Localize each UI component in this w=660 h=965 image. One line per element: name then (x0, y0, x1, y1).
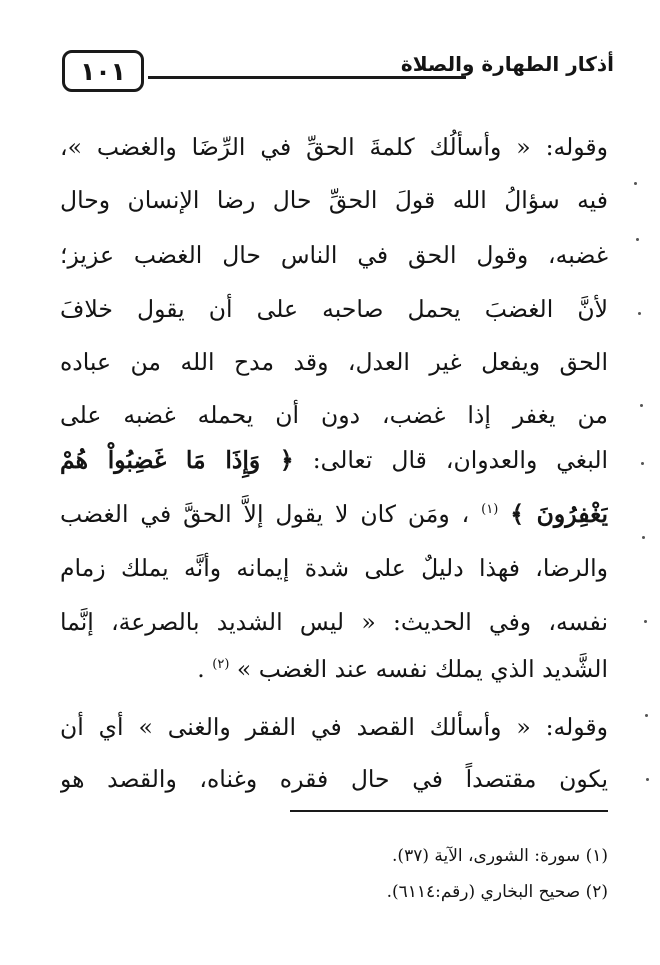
scan-speck (645, 714, 648, 717)
text-line (60, 646, 608, 692)
text-line: نفسه، وفي الحديث: « ليس الشديد بالصرعة، إنَّما (60, 608, 608, 636)
text-line: لأنَّ الغضبَ يحمل صاحبه على أن يقول خلافَ (60, 295, 608, 323)
text-line: وقوله: « وأسألك القصد في الفقر والغنى » أي أن (60, 713, 608, 741)
line-text: البغي والعدوان، قال تعالى: (293, 446, 608, 474)
footnote: (٢) صحيح البخاري (رقم:٦١١٤). (386, 882, 608, 902)
text-line: من يغفر إذا غضب، دون أن يحمله غضبه على (60, 401, 608, 429)
scan-speck (640, 404, 643, 407)
page-number-box (62, 50, 144, 92)
quran-verse: ﴿ وَإِذَا مَا غَضِبُواْ هُمْ (60, 446, 294, 474)
footnote-separator (290, 810, 608, 812)
scan-speck (642, 536, 645, 539)
footnote-ref: (١) (481, 502, 499, 518)
quran-verse: يَغْفِرُونَ ﴾ (510, 500, 608, 528)
text-line: الحق ويفعل غير العدل، وقد مدح الله من عباده (60, 348, 608, 376)
line-end: . (197, 655, 205, 683)
footnote-ref: (٢) (212, 657, 230, 673)
page-number: ١٠١ (80, 56, 126, 86)
text-line: فيه سؤالُ الله قولَ الحقِّ حال رضا الإنسان وحال (60, 186, 608, 214)
header-rule (148, 76, 466, 79)
line-text: ، ومَن كان لا يقول إلاَّ الحقَّ في الغضب (60, 500, 470, 528)
line-text: الشَّديد الذي يملك نفسه عند الغضب » (236, 655, 608, 683)
scan-speck (646, 778, 649, 781)
scan-speck (634, 182, 637, 185)
running-title: أذكار الطهارة والصلاة (400, 52, 614, 76)
text-line: يكون مقتصداً في حال فقره وغناه، والقصد هو (60, 765, 608, 793)
text-line (60, 491, 608, 537)
scan-speck (638, 312, 641, 315)
page-header (62, 50, 614, 102)
text-line: والرضا، فهذا دليلٌ على شدة إيمانه وأنَّه يملك زمام (60, 554, 608, 582)
scan-speck (641, 462, 644, 465)
scan-speck (636, 238, 639, 241)
text-line: غضبه، وقول الحق في الناس حال الغضب عزيز؛ (60, 241, 608, 269)
footnote: (١) سورة: الشورى، الآية (٣٧). (392, 846, 608, 866)
text-line (60, 437, 608, 483)
text-line: وقوله: « وأسألُك كلمةَ الحقِّ في الرِّضَا والغضب »، (60, 133, 608, 161)
scan-speck (644, 620, 647, 623)
